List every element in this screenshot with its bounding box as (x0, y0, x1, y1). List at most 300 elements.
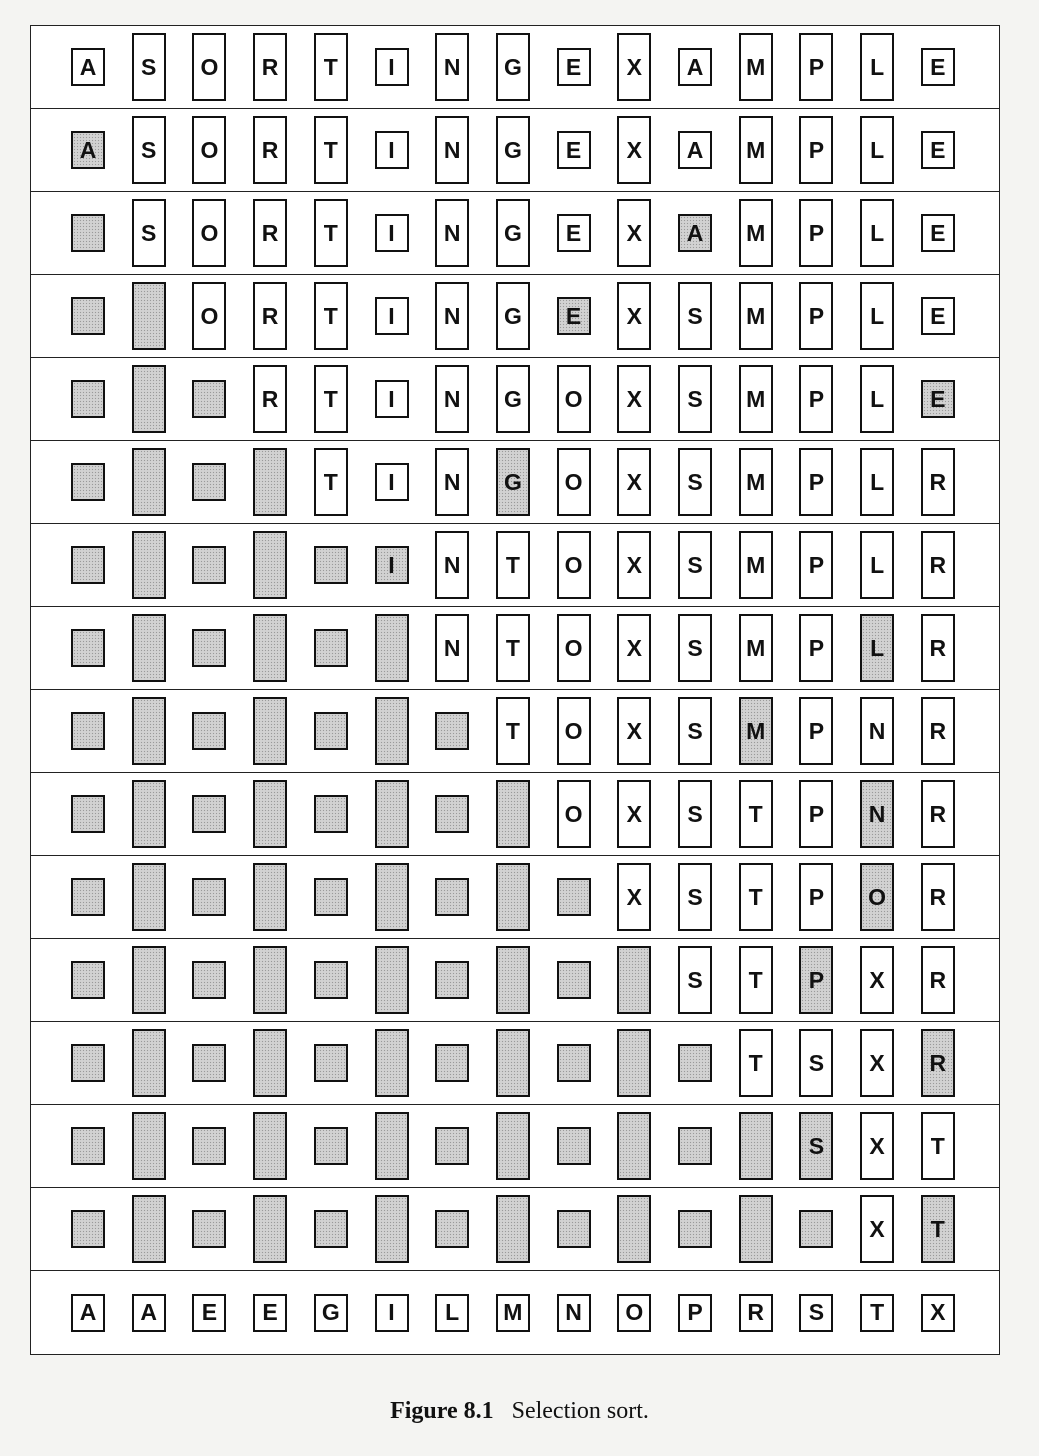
key-letter: S (141, 53, 157, 80)
key-letter: I (388, 302, 395, 329)
key-cell (71, 1294, 105, 1332)
key-cell (799, 531, 833, 599)
key-letter: L (445, 1299, 460, 1325)
key-cell (739, 365, 773, 433)
sorted-slot (253, 448, 287, 516)
key-letter: N (443, 136, 461, 163)
key-cell (496, 116, 530, 184)
key-cell (496, 614, 530, 682)
key-letter: T (323, 219, 338, 246)
key-letter: O (200, 136, 219, 163)
key-cell (921, 214, 955, 252)
sorted-slot (739, 1112, 773, 1180)
key-cell (739, 33, 773, 101)
sorted-slot (435, 878, 469, 916)
key-letter: L (870, 219, 885, 246)
key-cell (253, 116, 287, 184)
key-cell (314, 1294, 348, 1332)
key-cell (496, 365, 530, 433)
sorted-slot (496, 1029, 530, 1097)
key-letter: T (505, 717, 520, 744)
key-letter: X (930, 1299, 946, 1325)
key-cell (799, 614, 833, 682)
key-letter: N (443, 468, 461, 495)
sorted-slot (496, 863, 530, 931)
sorted-slot (739, 1195, 773, 1263)
key-letter: X (626, 468, 642, 495)
key-cell (860, 1029, 894, 1097)
key-cell (132, 1294, 166, 1332)
key-letter: P (808, 717, 825, 744)
key-cell (435, 282, 469, 350)
minimum-key-cell (375, 546, 409, 584)
key-cell (617, 199, 651, 267)
key-letter: O (200, 219, 219, 246)
key-letter: E (930, 302, 946, 329)
sorted-slot (557, 1044, 591, 1082)
key-letter: X (869, 1049, 885, 1076)
key-letter: I (388, 136, 395, 163)
key-cell (860, 946, 894, 1014)
key-cell (192, 199, 226, 267)
key-cell (921, 946, 955, 1014)
key-cell (557, 531, 591, 599)
key-letter: N (443, 53, 461, 80)
figure-caption (0, 1398, 1039, 1425)
key-cell (799, 365, 833, 433)
key-letter: X (869, 1215, 885, 1242)
sorted-slot (132, 365, 166, 433)
sort-pass-row (31, 607, 999, 690)
key-cell (496, 282, 530, 350)
sorted-slot (253, 614, 287, 682)
sorted-slot (314, 878, 348, 916)
key-cell (557, 365, 591, 433)
key-letter: E (930, 53, 946, 80)
key-letter: A (79, 53, 97, 80)
sorted-slot (253, 697, 287, 765)
key-cell (799, 282, 833, 350)
sort-pass-row (31, 109, 999, 192)
sorted-slot (71, 463, 105, 501)
key-cell (617, 448, 651, 516)
sorted-slot (375, 863, 409, 931)
key-letter: N (443, 634, 461, 661)
key-cell (496, 33, 530, 101)
sort-pass-row (31, 773, 999, 856)
key-letter: A (79, 1299, 97, 1325)
key-cell (253, 33, 287, 101)
sorted-slot (253, 531, 287, 599)
key-letter: I (388, 551, 395, 578)
sorted-slot (71, 297, 105, 335)
key-letter: R (929, 468, 947, 495)
key-letter: G (503, 468, 522, 495)
key-cell (375, 48, 409, 86)
key-cell (617, 116, 651, 184)
key-letter: X (626, 717, 642, 744)
key-cell (253, 282, 287, 350)
key-cell (557, 780, 591, 848)
sorted-slot (71, 1127, 105, 1165)
key-letter: T (323, 302, 338, 329)
sort-pass-row (31, 1188, 999, 1271)
sorted-slot (132, 614, 166, 682)
key-letter: P (808, 468, 825, 495)
key-cell (799, 448, 833, 516)
key-letter: S (687, 385, 703, 412)
key-cell (253, 365, 287, 433)
key-cell (678, 365, 712, 433)
key-cell (739, 614, 773, 682)
sorted-slot (132, 946, 166, 1014)
key-letter: T (748, 800, 763, 827)
key-cell (860, 33, 894, 101)
sorted-slot (678, 1127, 712, 1165)
sorted-slot (375, 946, 409, 1014)
key-letter: R (929, 966, 947, 993)
key-letter: L (870, 302, 885, 329)
key-cell (799, 116, 833, 184)
key-letter: N (868, 800, 886, 827)
key-cell (739, 199, 773, 267)
key-cell (799, 863, 833, 931)
key-letter: S (687, 800, 703, 827)
sorted-slot (314, 961, 348, 999)
sorted-slot (192, 1127, 226, 1165)
sorted-slot (678, 1210, 712, 1248)
key-letter: N (443, 551, 461, 578)
sorted-slot (314, 1210, 348, 1248)
key-cell (557, 614, 591, 682)
key-cell (435, 448, 469, 516)
sort-pass-row (31, 1271, 999, 1354)
key-cell (496, 199, 530, 267)
key-cell (132, 33, 166, 101)
key-letter: X (869, 966, 885, 993)
key-cell (678, 531, 712, 599)
key-cell (860, 1294, 894, 1332)
key-letter: N (443, 219, 461, 246)
key-letter: S (687, 634, 703, 661)
key-cell (617, 697, 651, 765)
key-cell (678, 697, 712, 765)
sorted-slot (192, 1210, 226, 1248)
key-cell (739, 116, 773, 184)
key-letter: R (261, 302, 279, 329)
key-cell (557, 131, 591, 169)
key-cell (799, 780, 833, 848)
key-cell (799, 697, 833, 765)
key-letter: E (201, 1299, 218, 1325)
key-letter: I (388, 53, 395, 80)
key-letter: P (808, 53, 825, 80)
key-cell (678, 282, 712, 350)
key-letter: T (505, 551, 520, 578)
sorted-slot (192, 546, 226, 584)
minimum-key-cell (921, 1195, 955, 1263)
key-cell (435, 116, 469, 184)
sort-pass-row (31, 524, 999, 607)
sorted-slot (132, 1029, 166, 1097)
key-letter: S (687, 883, 703, 910)
sort-pass-row (31, 1022, 999, 1105)
sorted-slot (71, 629, 105, 667)
key-letter: A (140, 1299, 157, 1325)
key-cell (739, 863, 773, 931)
key-letter: T (870, 1299, 885, 1325)
sorted-slot (132, 697, 166, 765)
key-cell (921, 48, 955, 86)
sorted-slot (192, 380, 226, 418)
key-letter: S (141, 136, 157, 163)
key-letter: A (686, 53, 704, 80)
key-letter: R (929, 883, 947, 910)
key-cell (678, 48, 712, 86)
key-letter: T (930, 1215, 945, 1242)
key-cell (860, 531, 894, 599)
sort-pass-row (31, 441, 999, 524)
sort-pass-row (31, 939, 999, 1022)
key-cell (557, 697, 591, 765)
sorted-slot (557, 1127, 591, 1165)
sorted-slot (375, 1195, 409, 1263)
key-letter: T (748, 883, 763, 910)
key-letter: L (870, 634, 885, 661)
key-cell (617, 531, 651, 599)
key-letter: M (746, 136, 766, 163)
sort-pass-row (31, 275, 999, 358)
key-cell (678, 448, 712, 516)
key-cell (739, 946, 773, 1014)
key-cell (496, 1294, 530, 1332)
key-letter: X (626, 800, 642, 827)
key-letter: T (323, 385, 338, 412)
sorted-slot (192, 878, 226, 916)
key-letter: S (687, 551, 703, 578)
key-letter: M (746, 468, 766, 495)
key-letter: L (870, 551, 885, 578)
key-cell (921, 780, 955, 848)
key-cell (253, 1294, 287, 1332)
minimum-key-cell (557, 297, 591, 335)
minimum-key-cell (799, 946, 833, 1014)
sorted-slot (496, 946, 530, 1014)
key-cell (132, 199, 166, 267)
key-letter: R (929, 551, 947, 578)
key-letter: P (808, 800, 825, 827)
key-cell (921, 131, 955, 169)
key-cell (71, 48, 105, 86)
key-cell (253, 199, 287, 267)
sorted-slot (192, 795, 226, 833)
key-letter: O (564, 634, 583, 661)
key-letter: E (565, 53, 582, 80)
key-cell (314, 199, 348, 267)
sorted-slot (314, 1127, 348, 1165)
key-letter: P (808, 385, 825, 412)
key-cell (678, 946, 712, 1014)
sorted-slot (375, 697, 409, 765)
key-cell (617, 1294, 651, 1332)
key-letter: O (564, 551, 583, 578)
key-cell (435, 365, 469, 433)
sorted-slot (132, 1195, 166, 1263)
sorted-slot (132, 863, 166, 931)
sorted-slot (192, 629, 226, 667)
key-letter: I (388, 385, 395, 412)
key-letter: M (746, 717, 766, 744)
key-cell (739, 780, 773, 848)
key-cell (435, 33, 469, 101)
key-letter: M (746, 385, 766, 412)
key-letter: E (565, 219, 582, 246)
minimum-key-cell (496, 448, 530, 516)
key-letter: X (626, 551, 642, 578)
key-letter: M (503, 1299, 523, 1325)
minimum-key-cell (71, 131, 105, 169)
key-letter: A (686, 219, 704, 246)
sorted-slot (71, 878, 105, 916)
key-letter: P (808, 219, 825, 246)
key-letter: M (746, 551, 766, 578)
key-letter: E (565, 302, 582, 329)
key-letter: M (746, 219, 766, 246)
sort-pass-row (31, 856, 999, 939)
sorted-slot (71, 214, 105, 252)
selection-sort-diagram (30, 25, 1000, 1355)
key-letter: O (200, 302, 219, 329)
key-letter: N (868, 717, 886, 744)
key-cell (192, 33, 226, 101)
sorted-slot (71, 1210, 105, 1248)
sorted-slot (253, 863, 287, 931)
key-letter: S (808, 1299, 825, 1325)
key-cell (192, 1294, 226, 1332)
key-letter: P (808, 551, 825, 578)
figure-title: Selection sort. (511, 1398, 649, 1424)
key-letter: O (200, 53, 219, 80)
sorted-slot (314, 629, 348, 667)
key-cell (617, 780, 651, 848)
key-cell (860, 116, 894, 184)
key-cell (557, 1294, 591, 1332)
sorted-slot (71, 712, 105, 750)
sorted-slot (617, 946, 651, 1014)
key-cell (921, 697, 955, 765)
sorted-slot (375, 614, 409, 682)
key-cell (375, 214, 409, 252)
sorted-slot (435, 795, 469, 833)
sort-pass-row (31, 192, 999, 275)
key-cell (860, 199, 894, 267)
sorted-slot (314, 712, 348, 750)
sorted-slot (314, 1044, 348, 1082)
key-cell (739, 1029, 773, 1097)
key-cell (617, 863, 651, 931)
key-cell (192, 282, 226, 350)
sorted-slot (253, 946, 287, 1014)
sort-pass-row (31, 358, 999, 441)
key-letter: T (748, 1049, 763, 1076)
key-cell (921, 448, 955, 516)
key-letter: G (503, 136, 522, 163)
key-letter: G (503, 53, 522, 80)
sorted-slot (435, 961, 469, 999)
key-cell (799, 33, 833, 101)
key-letter: O (868, 883, 887, 910)
key-letter: M (746, 53, 766, 80)
sorted-slot (496, 1112, 530, 1180)
figure-label: Figure 8.1 (390, 1398, 494, 1424)
sorted-slot (132, 1112, 166, 1180)
key-letter: E (930, 219, 946, 246)
key-letter: S (687, 468, 703, 495)
key-cell (860, 282, 894, 350)
sorted-slot (557, 1210, 591, 1248)
key-cell (860, 697, 894, 765)
sorted-slot (253, 1195, 287, 1263)
key-cell (375, 1294, 409, 1332)
key-cell (739, 531, 773, 599)
sorted-slot (253, 780, 287, 848)
key-letter: E (565, 136, 582, 163)
sorted-slot (314, 795, 348, 833)
key-cell (799, 1029, 833, 1097)
key-cell (496, 531, 530, 599)
key-letter: X (626, 302, 642, 329)
sorted-slot (71, 961, 105, 999)
key-letter: L (870, 385, 885, 412)
minimum-key-cell (921, 1029, 955, 1097)
sorted-slot (253, 1029, 287, 1097)
key-cell (921, 614, 955, 682)
key-letter: I (388, 219, 395, 246)
key-letter: A (686, 136, 704, 163)
key-letter: L (870, 468, 885, 495)
key-cell (799, 1294, 833, 1332)
key-cell (678, 863, 712, 931)
key-cell (860, 1112, 894, 1180)
key-letter: P (808, 966, 825, 993)
key-cell (435, 1294, 469, 1332)
key-letter: R (261, 136, 279, 163)
key-letter: O (564, 800, 583, 827)
key-letter: R (929, 634, 947, 661)
minimum-key-cell (860, 863, 894, 931)
key-letter: S (687, 966, 703, 993)
key-letter: G (503, 385, 522, 412)
key-cell (921, 1112, 955, 1180)
key-letter: S (687, 302, 703, 329)
sorted-slot (132, 282, 166, 350)
key-cell (435, 614, 469, 682)
sorted-slot (132, 780, 166, 848)
sorted-slot (71, 380, 105, 418)
sorted-slot (435, 1210, 469, 1248)
minimum-key-cell (921, 380, 955, 418)
key-letter: S (808, 1049, 825, 1076)
sorted-slot (71, 1044, 105, 1082)
sorted-slot (496, 780, 530, 848)
key-cell (921, 531, 955, 599)
key-cell (860, 365, 894, 433)
key-cell (435, 531, 469, 599)
sorted-slot (375, 1112, 409, 1180)
key-cell (799, 199, 833, 267)
key-letter: G (503, 219, 522, 246)
key-letter: T (323, 53, 338, 80)
